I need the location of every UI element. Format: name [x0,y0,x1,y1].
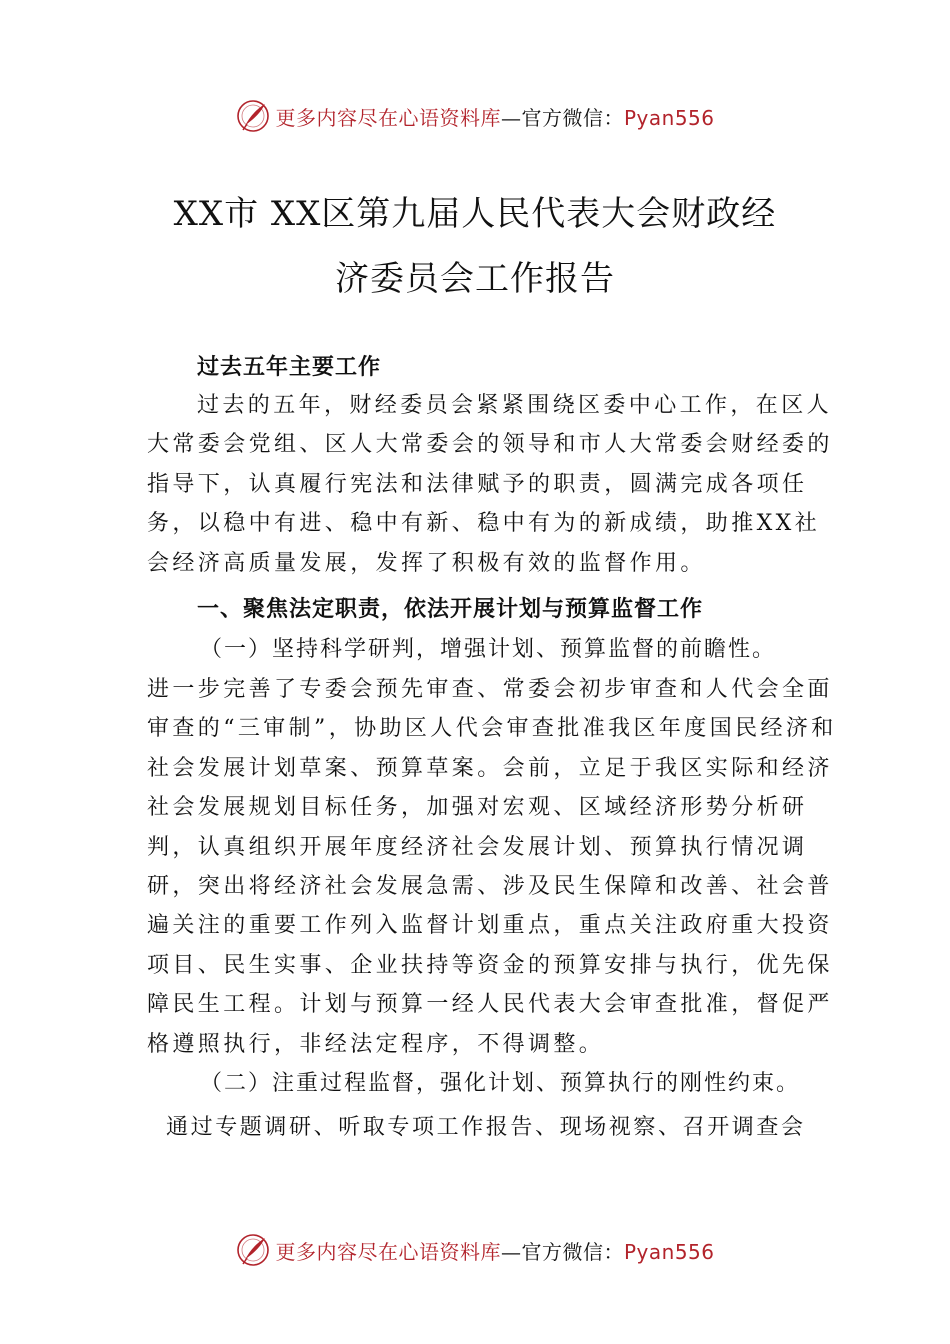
section-heading-past-five-years: 过去五年主要工作 [197,355,382,380]
heading-1: 一、聚焦法定职责，依法开展计划与预算监督工作 [197,597,704,622]
header-watermark-banner [0,94,950,138]
paragraph-2-start: 通过专题调研、听取专项工作报告、现场视察、召开调查会 [166,1115,806,1140]
document-title-line-2: 济委员会工作报告 [335,259,615,299]
banner-site-text: 更多内容尽在心语资料库 [275,105,501,130]
banner-site-text: 更多内容尽在心语资料库 [275,1239,501,1264]
banner-wechat-label: —官方微信： [500,1239,624,1264]
feather-pen-logo-icon [235,1232,271,1268]
document-title-line-1: XX市 XX区第九届人民代表大会财政经 [173,194,777,234]
sub-heading-2: （二）注重过程监督，强化计划、预算执行的刚性约束。 [200,1071,801,1096]
intro-paragraph: 过去的五年，财经委员会紧紧围绕区委中心工作，在区人大常委会党组、区人大常委会的领导和市人大常委会财经委的指导下，认真履行宪法和法律赋予的职责，圆满完成各项任务，以稳中有进、稳中有新、稳中有为的新成绩，助推XX社会经济高质量发展，发挥了积极有效的监督作用。 [147,393,833,576]
banner-wechat-label: —官方微信： [500,105,624,130]
banner-wechat-id: Pyan556 [623,105,715,130]
footer-watermark-banner [0,1228,950,1272]
feather-pen-logo-icon [235,98,271,134]
paragraph-1: 进一步完善了专委会预先审查、常委会初步审查和人代会全面审查的“三审制”，协助区人代会审查批准我区年度国民经济和社会发展计划草案、预算草案。会前，立足于我区实际和经济社会发展规划目标任务，加强对宏观、区域经济形势分析研判，认真组织开展年度经济社会发展计划、预算执行情况调研，突出将经济社会发展急需、涉及民生保障和改善、社会普遍关注的重要工作列入监督计划重点，重点关注政府重大投资项目、民生实事、企业扶持等资金的预算安排与执行，优先保障民生工程。计划与预算一经人民代表大会审查批准，督促严格遵照执行，非经法定程序，不得调整。 [147,677,837,1057]
banner-wechat-id: Pyan556 [623,1239,715,1264]
sub-heading-1: （一）坚持科学研判，增强计划、预算监督的前瞻性。 [200,637,777,662]
